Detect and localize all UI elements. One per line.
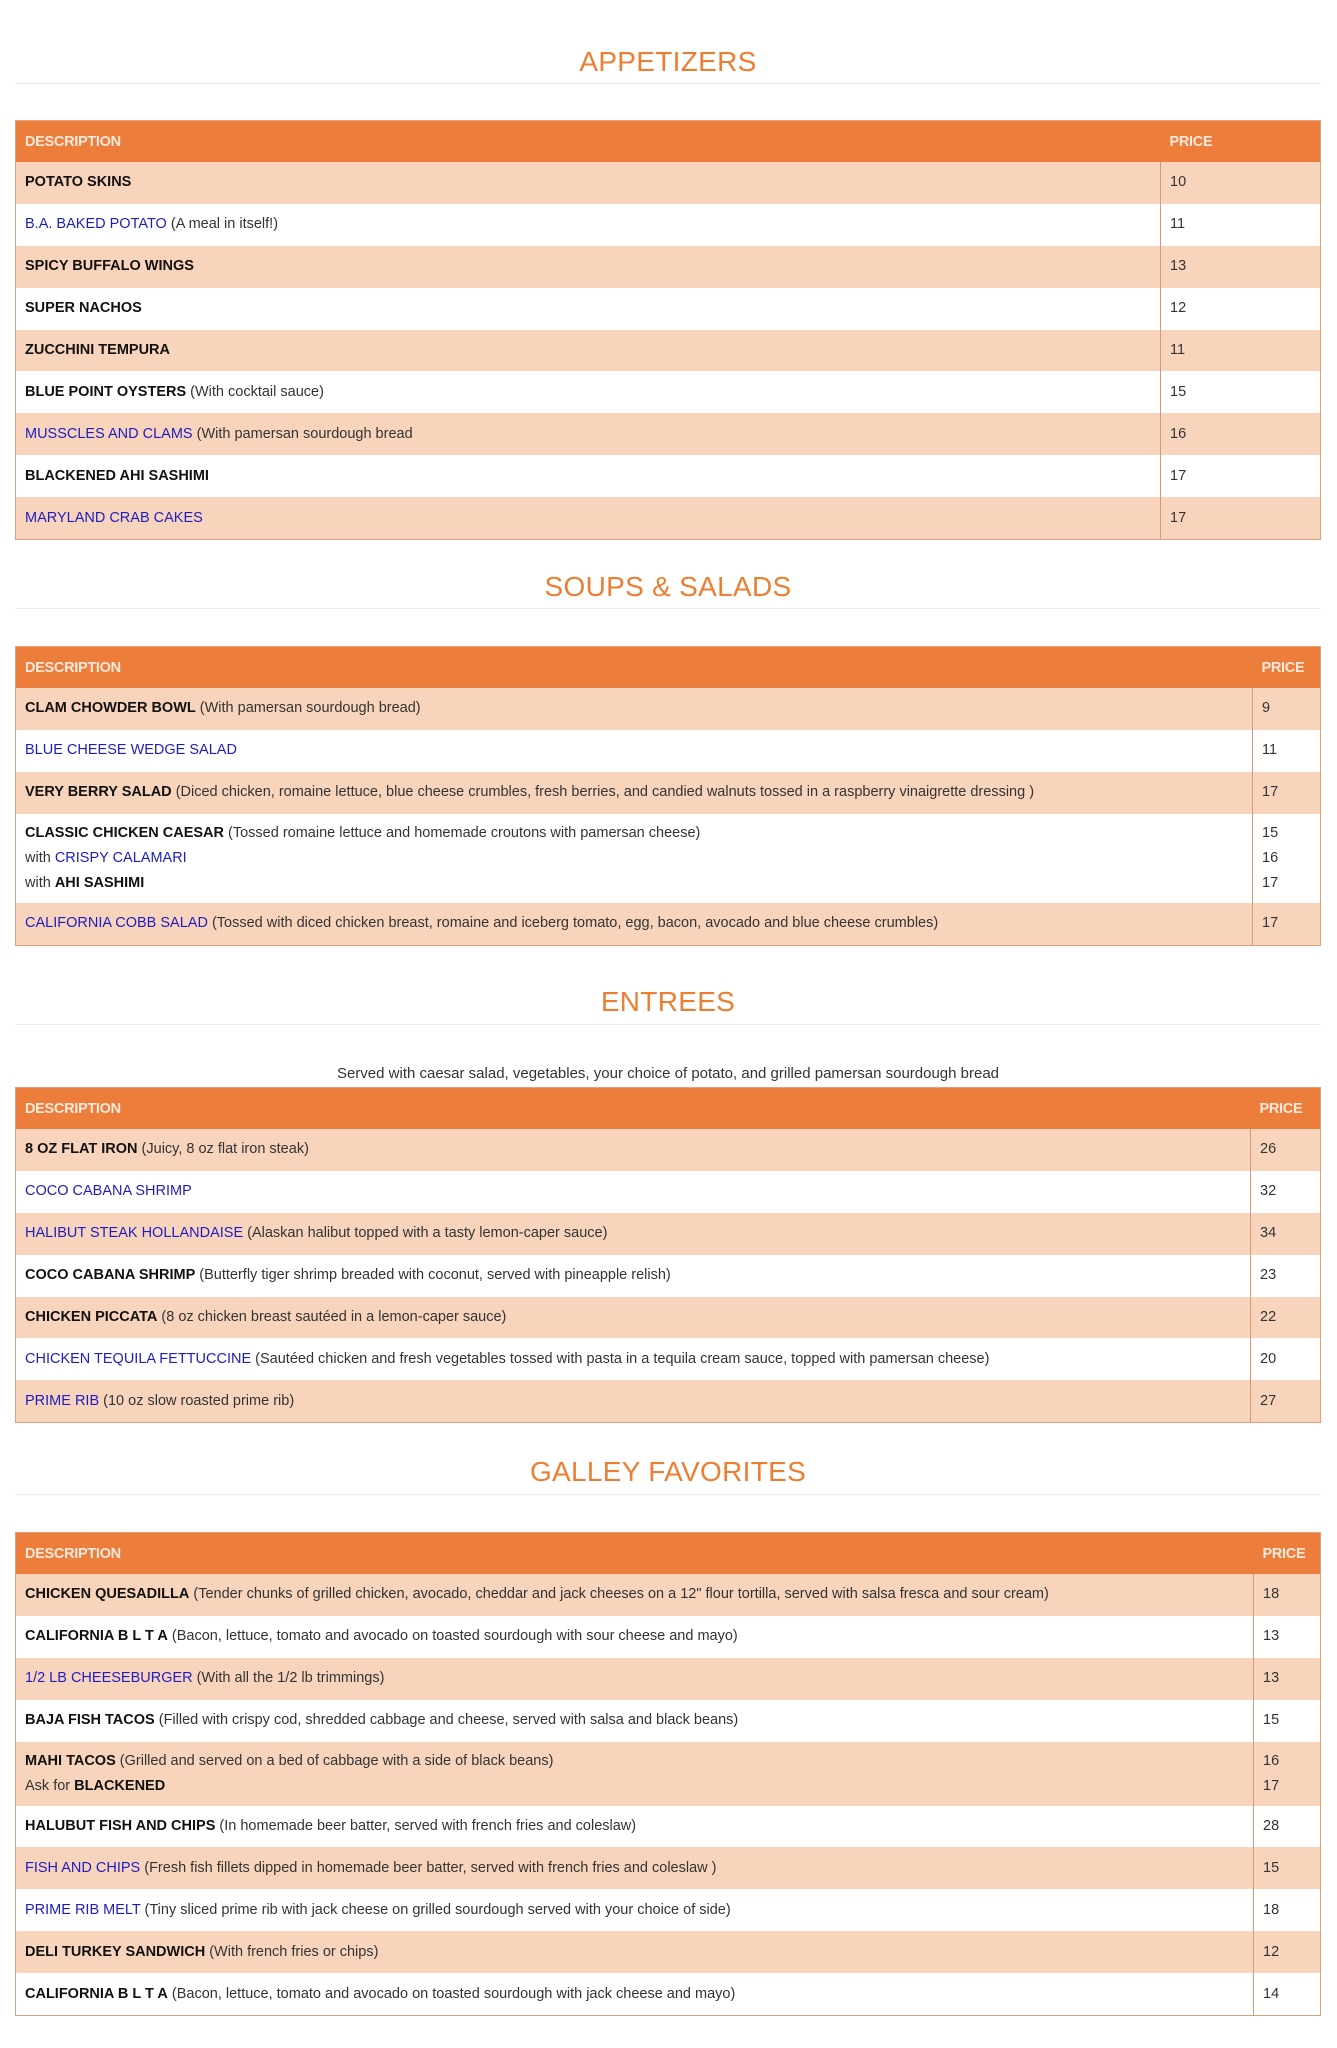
item-price: 12 [1263,1943,1280,1960]
item-details: (Grilled and served on a bed of cabbage with a side of black beans) [119,1752,554,1769]
item-description-cell [16,1171,1251,1213]
item-line [25,1347,1250,1372]
item-price-cell [1253,814,1321,903]
item-line [25,1263,1250,1288]
item-name-link[interactable]: COCO CABANA SHRIMP [25,1183,192,1200]
title-divider [15,608,1321,609]
item-price: 11 [1262,742,1278,759]
table-row [16,814,1321,903]
item-description-cell [16,1973,1254,2015]
table-header-row [16,1088,1321,1130]
item-price: 32 [1260,1183,1277,1200]
item-description-cell [16,162,1161,204]
item-price-cell [1251,1129,1321,1171]
item-details: (Bacon, lettuce, tomato and avocado on toasted sourdough with jack cheese and mayo) [171,1985,736,2002]
item-line [25,1137,1250,1162]
item-line [25,846,1252,871]
item-name: MAHI TACOS [25,1752,116,1769]
item-name-link[interactable]: CALIFORNIA COBB SALAD [25,915,208,932]
section-title: GALLEY FAVORITES [529,1456,807,1487]
item-description-cell [16,288,1161,330]
item-name: CALIFORNIA B L T A [25,1985,168,2002]
item-name-link[interactable]: FISH AND CHIPS [25,1859,141,1876]
table-row [16,1380,1321,1422]
item-name-link[interactable]: PRIME RIB [25,1392,100,1409]
item-description-cell [16,1700,1254,1742]
item-price: 17 [1170,509,1187,526]
title-divider [15,83,1321,84]
item-name: CLAM CHOWDER BOWL [25,700,196,717]
item-price: 12 [1170,300,1187,317]
item-details: (Tossed with diced chicken breast, romaine and iceberg tomato, egg, bacon, avocado and blue cheese crumbles) [211,915,939,932]
item-details: (8 oz chicken breast sautéed in a lemon-caper sauce) [161,1309,507,1325]
item-line [25,254,1160,279]
item-line [25,1624,1253,1649]
item-details: (Butterfly tiger shrimp breaded with coconut, served with pineapple relish) [199,1267,671,1284]
item-name-link[interactable]: 1/2 LB CHEESEBURGER [25,1670,193,1687]
item-description-cell [16,1297,1251,1339]
item-details: (With pamersan sourdough bread [196,425,413,442]
item-price-cell [1254,1931,1321,1973]
table-header-row [16,1533,1321,1575]
item-price: 15 [1170,383,1187,400]
item-price-cell [1161,371,1321,413]
table-row [16,1171,1321,1213]
item-price-cell [1254,1658,1321,1700]
item-details: (Filled with crispy cod, shredded cabbage and cheese, served with salsa and black beans) [158,1712,739,1729]
item-description-cell [16,455,1161,497]
section-note: Served with caesar salad, vegetables, your choice of potato, and grilled pamersan sourdough bread [336,1065,1000,1082]
item-price-cell [1161,497,1321,539]
item-price-cell [1254,1616,1321,1658]
item-description-cell [16,1931,1254,1973]
item-line [25,1305,1250,1330]
item-price-cell [1161,204,1321,246]
item-price-cell [1161,288,1321,330]
item-description-cell [16,1213,1251,1255]
item-price-cell [1254,1889,1321,1931]
item-price-cell [1251,1255,1321,1297]
item-details: (10 oz slow roasted prime rib) [103,1392,295,1409]
item-price: 17 [1170,467,1187,484]
item-line [25,1982,1253,2007]
item-description-cell [16,730,1253,772]
item-description-cell [16,204,1161,246]
item-line [25,1749,1253,1774]
item-price-cell [1251,1338,1321,1380]
column-header-price: PRICE [1251,1088,1321,1130]
item-price-cell [1254,1574,1321,1616]
table-row [16,1658,1321,1700]
column-header-price: PRICE [1254,1533,1321,1575]
item-price: 20 [1260,1350,1277,1367]
table-row [16,246,1321,288]
item-line [25,1221,1250,1246]
table-row [16,1616,1321,1658]
column-header-description: DESCRIPTION [16,647,1253,689]
item-details: (Juicy, 8 oz flat iron steak) [141,1141,309,1158]
item-line [25,780,1252,805]
table-row [16,1806,1321,1848]
column-header-price: PRICE [1253,647,1321,689]
item-prefix: Ask for [25,1777,71,1794]
item-name-link[interactable]: CHICKEN TEQUILA FETTUCCINE [25,1350,252,1367]
item-price: 16 [1263,1752,1280,1769]
item-price: 22 [1260,1309,1277,1325]
item-price-cell [1251,1380,1321,1422]
table-row [16,455,1321,497]
item-price: 11 [1170,216,1186,233]
item-price: 13 [1263,1628,1280,1645]
item-description-cell [16,497,1161,539]
item-price: 13 [1170,258,1187,275]
item-name: BAJA FISH TACOS [25,1712,155,1729]
item-name: 8 OZ FLAT IRON [25,1141,138,1158]
item-details: (With all the 1/2 lb trimmings) [196,1670,385,1687]
item-description-cell [16,413,1161,455]
item-price: 18 [1263,1586,1280,1603]
item-description-cell [16,1847,1254,1889]
item-price-cell [1254,1847,1321,1889]
item-line [25,696,1252,721]
item-details: (With cocktail sauce) [190,383,324,400]
item-line [25,1856,1253,1881]
item-description-cell [16,1806,1254,1848]
item-name: CLASSIC CHICKEN CAESAR [25,824,224,841]
item-price-cell [1253,730,1321,772]
item-description-cell [16,1574,1254,1616]
item-price-cell [1251,1297,1321,1339]
item-description-cell [16,772,1253,814]
item-price-cell [1253,903,1321,945]
item-details: (Sautéed chicken and fresh vegetables tossed with pasta in a tequila cream sauce, topped with pamersan cheese) [255,1350,990,1367]
item-details: (With french fries or chips) [209,1943,379,1960]
item-details: (Alaskan halibut topped with a tasty lemon-caper sauce) [247,1225,608,1242]
table-row [16,162,1321,204]
item-details: (With pamersan sourdough bread) [199,700,421,717]
item-price: 18 [1263,1901,1280,1918]
item-details: (A meal in itself!) [170,216,279,233]
item-description-cell [16,371,1161,413]
table-row [16,1213,1321,1255]
item-line [25,871,1252,896]
item-details: (Tossed romaine lettuce and homemade croutons with pamersan cheese) [228,824,701,841]
table-row [16,1297,1321,1339]
table-row [16,1973,1321,2015]
item-name: SPICY BUFFALO WINGS [25,258,194,275]
item-price: 28 [1263,1818,1280,1834]
item-description-cell [16,1255,1251,1297]
table-row [16,413,1321,455]
item-details: (Fresh fish fillets dipped in homemade beer batter, served with french fries and coleslaw ) [144,1859,717,1876]
item-name: BLACKENED [74,1777,166,1794]
item-price: 16 [1170,425,1187,442]
item-name: BLACKENED AHI SASHIMI [25,467,209,484]
item-name: COCO CABANA SHRIMP [25,1267,196,1284]
item-price: 17 [1262,915,1279,932]
item-price: 10 [1170,174,1187,191]
table-row [16,371,1321,413]
item-name-link[interactable]: MUSSCLES AND CLAMS [25,425,193,442]
table-row [16,1742,1321,1806]
item-name: DELI TURKEY SANDWICH [25,1943,206,1960]
item-line [25,911,1252,936]
item-line [25,1898,1253,1923]
item-details: (Bacon, lettuce, tomato and avocado on toasted sourdough with sour cheese and mayo) [171,1628,738,1645]
menu-table [15,1087,1321,1423]
item-details: (Tiny sliced prime rib with jack cheese on grilled sourdough served with your choice of side) [144,1901,731,1918]
table-row [16,204,1321,246]
menu-table [15,1532,1321,2016]
item-line [25,1708,1253,1733]
item-price: 13 [1263,1670,1280,1687]
item-details: (In homemade beer batter, served with french fries and coleslaw) [219,1818,637,1834]
table-row [16,903,1321,945]
item-price-cell [1161,455,1321,497]
column-header-description: DESCRIPTION [16,1533,1254,1575]
item-description-cell [16,1742,1254,1806]
table-row [16,288,1321,330]
item-price: 15 [1263,1712,1280,1729]
item-line [25,422,1160,447]
item-name: CHICKEN QUESADILLA [25,1586,190,1603]
item-price-cell [1253,688,1321,730]
item-price-cell [1254,1700,1321,1742]
item-prefix: with [25,874,51,891]
table-row [16,1847,1321,1889]
item-price: 9 [1262,700,1271,717]
item-price: 17 [1262,784,1279,801]
title-divider [15,1494,1321,1495]
item-description-cell [16,1616,1254,1658]
item-name-link[interactable]: B.A. BAKED POTATO [25,216,167,233]
item-description-cell [16,688,1253,730]
section-title: APPETIZERS [579,46,757,77]
column-header-description: DESCRIPTION [16,121,1161,163]
table-row [16,730,1321,772]
item-line [25,212,1160,237]
item-name-link[interactable]: PRIME RIB MELT [25,1901,141,1918]
section-title: ENTREES [600,986,736,1017]
item-price-cell [1161,330,1321,372]
item-name-link[interactable]: BLUE CHEESE WEDGE SALAD [25,742,237,759]
item-line [25,380,1160,405]
item-details: (Tender chunks of grilled chicken, avocado, cheddar and jack cheeses on a 12" flour tortilla, served with salsa fresca and sour cream) [193,1586,1049,1603]
item-name: BLUE POINT OYSTERS [25,383,187,400]
item-price-cell [1254,1806,1321,1848]
table-row [16,772,1321,814]
item-name: AHI SASHIMI [54,874,145,891]
item-price-cell [1254,1742,1321,1806]
item-price-cell [1251,1213,1321,1255]
table-header-row [16,121,1321,163]
table-row [16,1574,1321,1616]
item-description-cell [16,1889,1254,1931]
item-name-link[interactable]: HALIBUT STEAK HOLLANDAISE [25,1225,244,1242]
item-name: HALUBUT FISH AND CHIPS [25,1818,216,1834]
item-description-cell [16,246,1161,288]
item-price: 15 [1263,1859,1280,1876]
item-line [25,821,1252,846]
item-price: 17 [1263,1777,1280,1794]
column-header-description: DESCRIPTION [16,1088,1251,1130]
item-line [25,506,1160,531]
item-name: CHICKEN PICCATA [25,1309,158,1325]
item-description-cell [16,1380,1251,1422]
table-row [16,1700,1321,1742]
item-price-cell [1253,772,1321,814]
item-price-cell [1161,246,1321,288]
item-line [25,296,1160,321]
item-price-cell [1161,413,1321,455]
item-line [25,1666,1253,1691]
item-line [25,1389,1250,1414]
menu-table [15,120,1321,540]
item-price: 11 [1170,342,1186,358]
item-price: 14 [1263,1985,1280,2002]
item-name: ZUCCHINI TEMPURA [25,342,170,358]
item-description-cell [16,330,1161,372]
item-line [25,1774,1253,1799]
item-name: POTATO SKINS [25,174,132,191]
item-line [25,170,1160,195]
section-title: SOUPS & SALADS [544,571,792,602]
item-name: SUPER NACHOS [25,300,142,317]
table-row [16,1931,1321,1973]
item-price: 26 [1260,1141,1277,1158]
item-line [25,738,1252,763]
item-line [25,1582,1253,1607]
table-header-row [16,647,1321,689]
item-description-cell [16,903,1253,945]
item-price: 34 [1260,1225,1277,1242]
item-price-cell [1161,162,1321,204]
item-price: 15 [1262,824,1279,841]
table-row [16,330,1321,372]
item-description-cell [16,1338,1251,1380]
title-divider [15,1024,1321,1025]
item-price: 23 [1260,1267,1277,1284]
item-line [25,464,1160,489]
item-price: 27 [1260,1392,1277,1409]
table-row [16,1255,1321,1297]
item-price: 16 [1262,849,1279,866]
item-price-cell [1251,1171,1321,1213]
item-name: CALIFORNIA B L T A [25,1628,168,1645]
item-price: 17 [1262,874,1279,891]
table-row [16,1129,1321,1171]
item-name-link[interactable]: CRISPY CALAMARI [54,849,187,866]
item-description-cell [16,1658,1254,1700]
item-line [25,1814,1253,1839]
table-row [16,1338,1321,1380]
table-row [16,1889,1321,1931]
column-header-price: PRICE [1161,121,1321,163]
item-description-cell [16,1129,1251,1171]
item-price-cell [1254,1973,1321,2015]
item-details: (Diced chicken, romaine lettuce, blue cheese crumbles, fresh berries, and candied walnuts tossed in a raspberry vinaigrette dressing ) [175,784,1035,801]
item-prefix: with [25,849,51,866]
table-row [16,497,1321,539]
item-line [25,338,1160,363]
item-line [25,1940,1253,1965]
table-row [16,688,1321,730]
item-description-cell [16,814,1253,903]
menu-table [15,646,1321,946]
item-line [25,1179,1250,1204]
item-name-link[interactable]: MARYLAND CRAB CAKES [25,509,203,526]
item-name: VERY BERRY SALAD [25,784,172,801]
